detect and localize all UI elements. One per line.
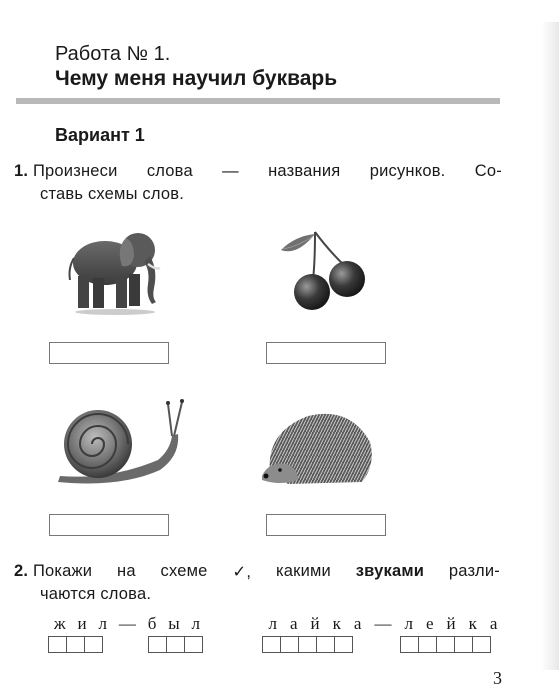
task2-line1: [14, 562, 500, 582]
checkmark-symbol: ✓,: [232, 563, 252, 581]
letter: а: [353, 614, 362, 633]
sound-cell[interactable]: [472, 636, 491, 653]
task1-word: названия: [268, 162, 341, 180]
page-number: 3: [493, 668, 502, 688]
page-edge-shadow: [541, 22, 559, 670]
letter: ы: [168, 614, 180, 633]
task2-word: какими: [276, 562, 331, 580]
letter: и: [77, 614, 87, 633]
word-pair-2: [262, 614, 504, 634]
sound-scheme-byl: [148, 636, 202, 653]
dash: —: [118, 614, 136, 633]
work-number: Работа № 1.: [55, 43, 171, 65]
sound-cell[interactable]: [184, 636, 203, 653]
letter: б: [147, 614, 157, 633]
sound-cell[interactable]: [316, 636, 335, 653]
sound-cell[interactable]: [454, 636, 473, 653]
letter: к: [468, 614, 477, 633]
cherries-picture: [275, 222, 375, 314]
letter: а: [289, 614, 298, 633]
task2-bold-word: звуками: [355, 562, 425, 580]
sound-scheme-zhil: [48, 636, 102, 653]
sound-cell[interactable]: [48, 636, 67, 653]
task2-number: 2.: [14, 562, 29, 580]
sound-cell[interactable]: [400, 636, 419, 653]
letter: а: [489, 614, 498, 633]
word-scheme-box-elephant[interactable]: [49, 342, 169, 364]
letter: к: [332, 614, 341, 633]
task1-word: Произнеси: [32, 162, 118, 180]
snail-picture: [40, 398, 190, 486]
letter: й: [310, 614, 320, 633]
sound-cell[interactable]: [84, 636, 103, 653]
task2-line2: чаются слова.: [40, 585, 152, 603]
page-title: Чему меня научил букварь: [55, 67, 338, 90]
sound-scheme-leyka: [400, 636, 490, 653]
task1-line2: ставь схемы слов.: [40, 185, 185, 203]
letter: ж: [53, 614, 66, 633]
letter: й: [446, 614, 456, 633]
word-scheme-box-cherries[interactable]: [266, 342, 386, 364]
letter: е: [425, 614, 434, 633]
task1-word: рисунков.: [369, 162, 446, 180]
sound-cell[interactable]: [166, 636, 185, 653]
hedgehog-picture: [258, 402, 378, 488]
letter: л: [98, 614, 107, 633]
sound-cell[interactable]: [148, 636, 167, 653]
word-pair-1: [48, 614, 206, 634]
task1-number: 1.: [14, 162, 29, 180]
sound-cell[interactable]: [262, 636, 281, 653]
task1-line1: [14, 162, 502, 181]
task1-word: слова: [146, 162, 193, 180]
letter: л: [268, 614, 277, 633]
task2-word: на: [117, 562, 136, 580]
sound-scheme-layka: [262, 636, 352, 653]
task1-word: Со-: [474, 162, 502, 180]
word-scheme-box-hedgehog[interactable]: [266, 514, 386, 536]
dash: —: [374, 614, 392, 633]
word-scheme-box-snail[interactable]: [49, 514, 169, 536]
sound-cell[interactable]: [280, 636, 299, 653]
sound-cell[interactable]: [334, 636, 353, 653]
task2-word: Покажи: [32, 562, 93, 580]
sound-cell[interactable]: [436, 636, 455, 653]
sound-cell[interactable]: [298, 636, 317, 653]
letter: л: [404, 614, 413, 633]
letter: л: [191, 614, 200, 633]
elephant-picture: [60, 218, 170, 318]
title-divider: [16, 98, 500, 104]
sound-cell[interactable]: [418, 636, 437, 653]
task2-word: разли-: [448, 562, 500, 580]
task2-word: схеме: [160, 562, 208, 580]
task1-word: —: [222, 162, 239, 180]
sound-cell[interactable]: [66, 636, 85, 653]
variant-heading: Вариант 1: [55, 125, 145, 145]
